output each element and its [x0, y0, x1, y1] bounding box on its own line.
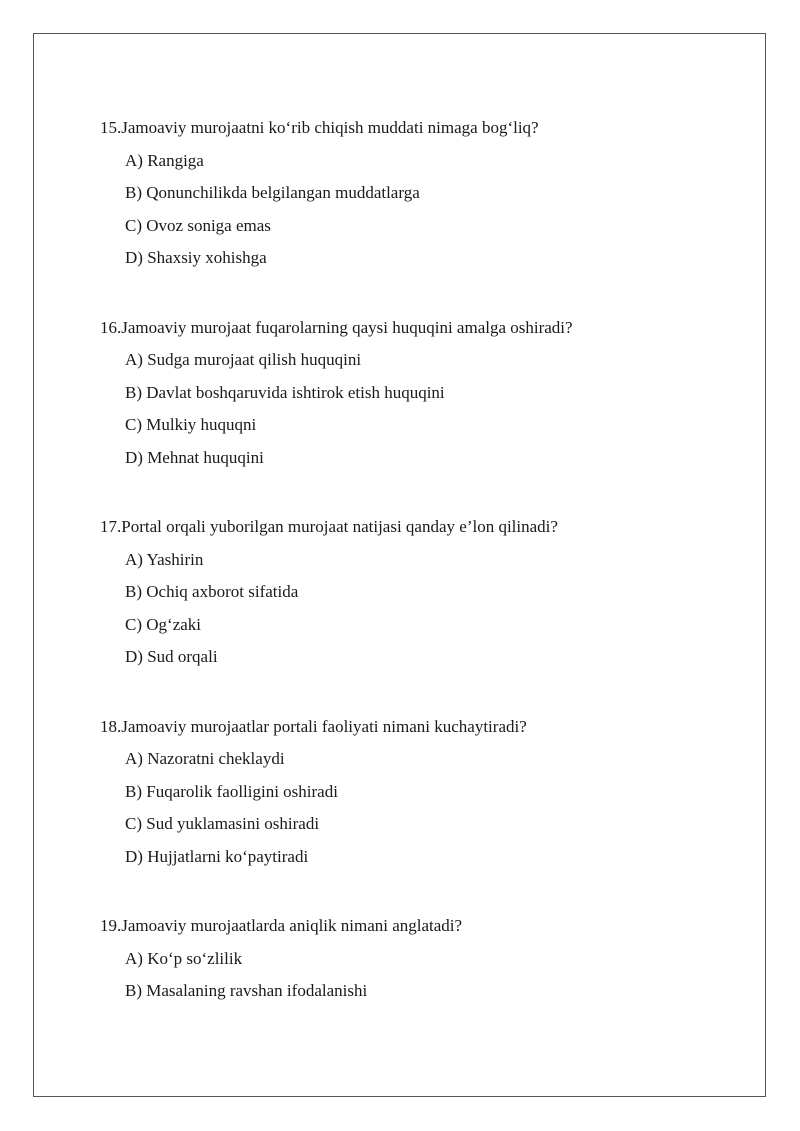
answer-options — [100, 544, 740, 674]
question-18 — [100, 711, 740, 874]
question-text: 17.Portal orqali yuborilgan murojaat natijasi qanday e’lon qilinadi? — [100, 517, 558, 536]
option-a: A) Ko‘p so‘zlilik — [125, 948, 243, 968]
option-d: D) Hujjatlarni ko‘paytiradi — [125, 846, 309, 866]
question-15 — [100, 112, 740, 275]
option-b: B) Masalaning ravshan ifodalanishi — [125, 981, 368, 1000]
question-17 — [100, 511, 740, 674]
document-content — [100, 112, 740, 1045]
question-19 — [100, 910, 740, 1008]
option-a: A) Yashirin — [125, 549, 204, 569]
option-d: D) Shaxsiy xohishga — [125, 248, 267, 267]
option-b: B) Ochiq axborot sifatida — [125, 582, 299, 601]
option-d: D) Sud orqali — [125, 647, 218, 666]
question-text: 19.Jamoaviy murojaatlarda aniqlik nimani anglatadi? — [100, 916, 463, 935]
option-c: C) Mulkiy huquqni — [125, 415, 257, 434]
option-a: A) Rangiga — [125, 150, 204, 170]
option-b: B) Fuqarolik faolligini oshiradi — [125, 781, 338, 801]
answer-options — [100, 344, 740, 474]
answer-options — [100, 943, 740, 1008]
option-d: D) Mehnat huquqini — [125, 447, 264, 467]
option-a: A) Sudga murojaat qilish huquqini — [125, 350, 362, 369]
option-b: B) Davlat boshqaruvida ishtirok etish huquqini — [125, 382, 445, 402]
answer-options — [100, 145, 740, 275]
answer-options — [100, 743, 740, 873]
question-text: 18.Jamoaviy murojaatlar portali faoliyati nimani kuchaytiradi? — [100, 716, 527, 736]
question-text: 15.Jamoaviy murojaatni ko‘rib chiqish muddati nimaga bog‘liq? — [100, 118, 539, 137]
option-c: C) Og‘zaki — [125, 614, 202, 634]
option-c: C) Ovoz soniga emas — [125, 215, 271, 235]
option-a: A) Nazoratni cheklaydi — [125, 749, 285, 768]
question-text: 16.Jamoaviy murojaat fuqarolarning qaysi huquqini amalga oshiradi? — [100, 317, 573, 337]
question-16 — [100, 312, 740, 475]
option-c: C) Sud yuklamasini oshiradi — [125, 814, 320, 833]
option-b: B) Qonunchilikda belgilangan muddatlarga — [125, 183, 420, 202]
